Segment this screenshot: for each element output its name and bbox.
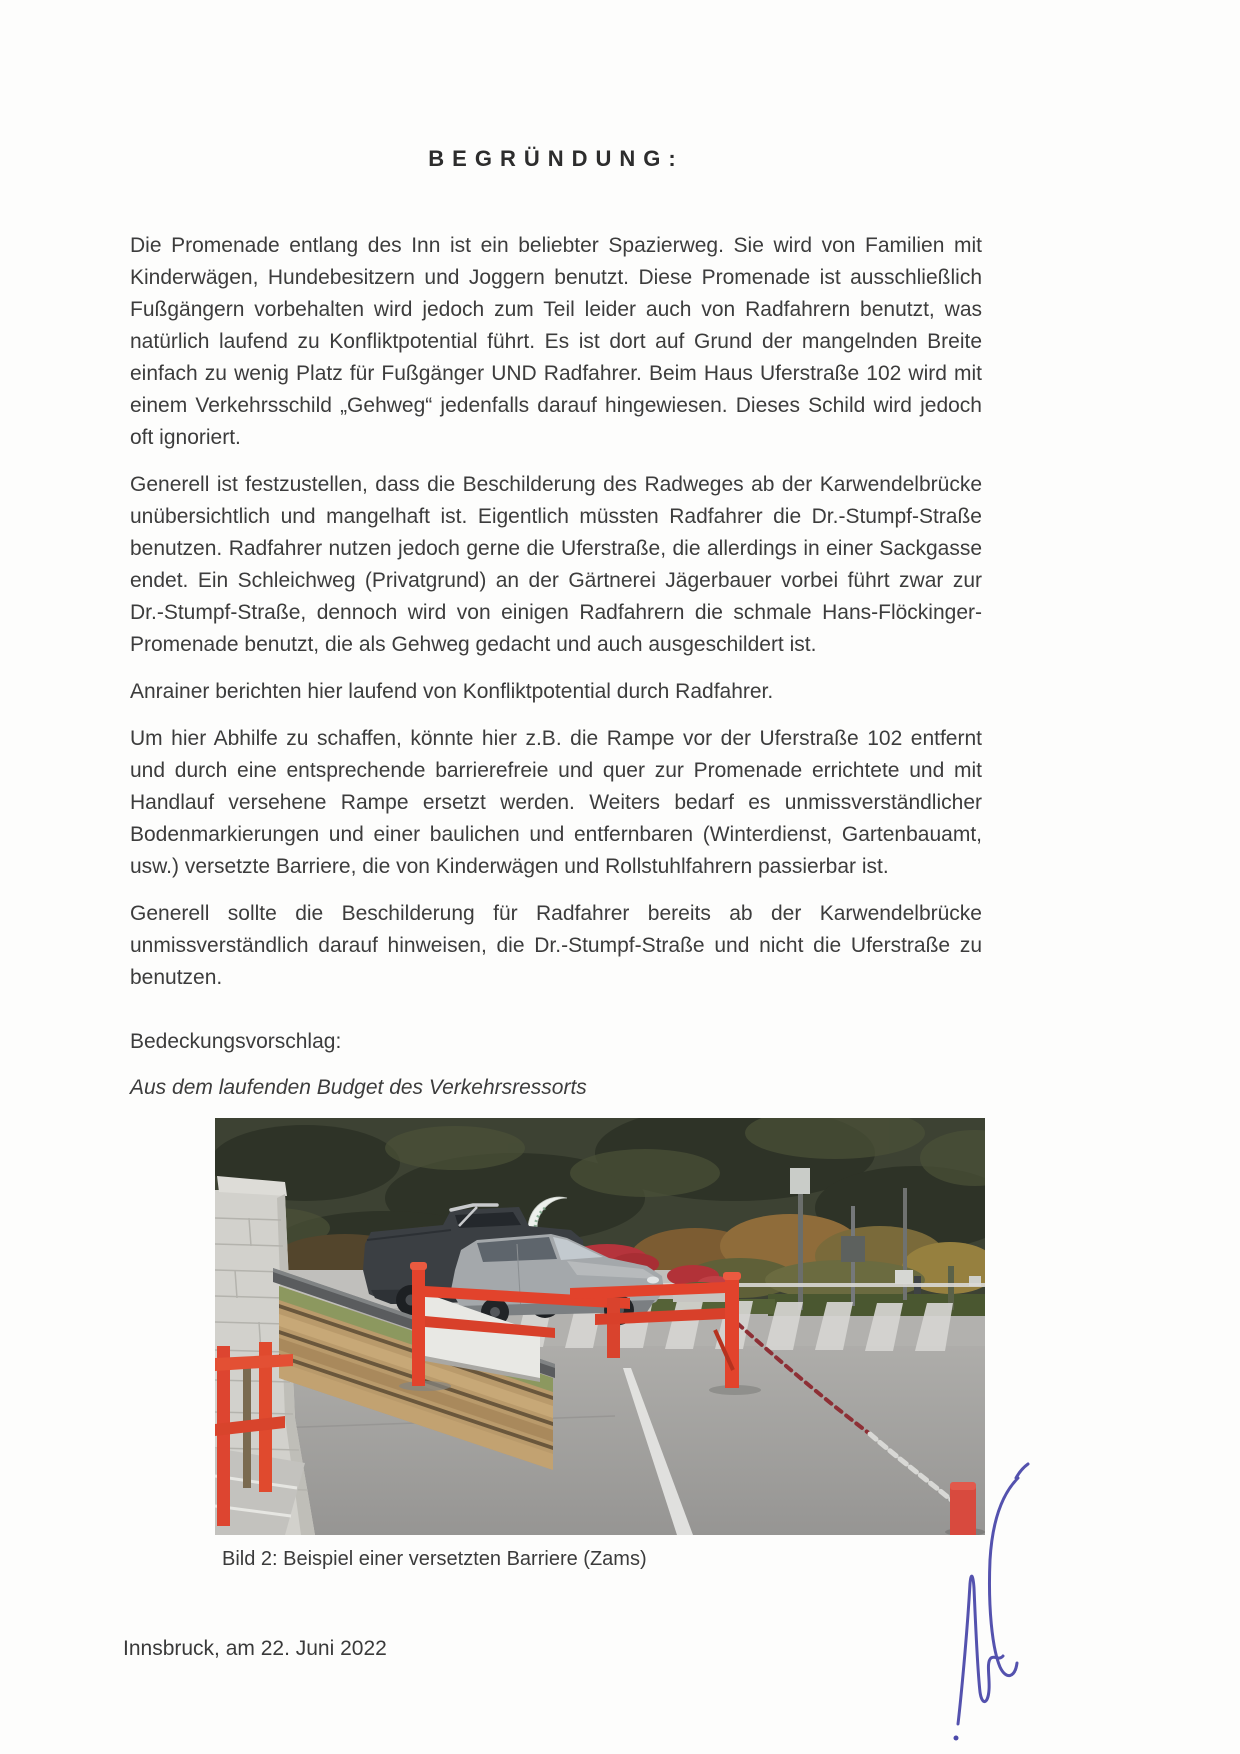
body-paragraph-3: Anrainer berichten hier laufend von Konfliktpotential durch Radfahrer.	[130, 680, 774, 703]
signature-dot	[954, 1736, 959, 1741]
body-paragraph-1: Die Promenade entlang des Inn ist ein beliebter Spazierweg. Sie wird von Familien mit Kinderwägen, Hundebesitzern und Joggern benutzt. Diese Promenade ist ausschließlich Fußgängern vorbehalten wird jedoch zum Teil leider auch von Radfahrern benutzt, was natürlich laufend zu Konfliktpotential führt. Es ist dort auf Grund der mangelnden Breite einfach zu wenig Platz für Fußgänger UND Radfahrer. Beim Haus Uferstraße 102 wird mit einem Verkehrsschild „Gehweg“ jedenfalls darauf hingewiesen. Dieses Schild wird jedoch oft ignoriert.	[130, 234, 982, 449]
signature	[930, 1448, 1050, 1748]
funding-source: Aus dem laufenden Budget des Verkehrsressorts	[130, 1076, 587, 1099]
funding-label: Bedeckungsvorschlag:	[130, 1030, 342, 1053]
signature-curve	[989, 1478, 1018, 1676]
body-paragraph-5: Generell sollte die Beschilderung für Radfahrer bereits ab der Karwendelbrücke unmissverständlich darauf hinweisen, die Dr.-Stumpf-Straße und nicht die Uferstraße zu benutzen.	[130, 902, 982, 989]
body-paragraph-4: Um hier Abhilfe zu schaffen, könnte hier z.B. die Rampe vor der Uferstraße 102 entfernt und durch eine entsprechende barrierefreie und quer zur Promenade errichtete und mit Handlauf versehene Rampe ersetzt werden. Weiters bedarf es unmissverständlicher Bodenmarkierungen und einer baulichen und entfernbaren (Winterdienst, Gartenbauamt, usw.) versetzte Barriere, die von Kinderwägen und Rollstuhlfahrern passierbar ist.	[130, 727, 982, 878]
body-paragraph-2: Generell ist festzustellen, dass die Beschilderung des Radweges ab der Karwendelbrücke unübersichtlich und mangelhaft ist. Eigentlich müssten Radfahrer die Dr.-Stumpf-Straße benutzen. Radfahrer nutzen jedoch gerne die Uferstraße, die allerdings in einer Sackgasse endet. Ein Schleichweg (Privatgrund) an der Gärtnerei Jägerbauer vorbei führt zwar zur Dr.-Stumpf-Straße, dennoch wird von einigen Radfahrern die schmale Hans-Flöckinger-Promenade benutzt, die als Gehweg gedacht und auch ausgeschildert ist.	[130, 473, 982, 656]
barrier-photo	[215, 1118, 985, 1535]
body-text	[130, 230, 982, 1009]
figure-caption: Bild 2: Beispiel einer versetzten Barriere (Zams)	[222, 1548, 647, 1570]
date-line: Innsbruck, am 22. Juni 2022	[123, 1637, 387, 1660]
page-title: BEGRÜNDUNG:	[428, 146, 684, 171]
barrier-photo-illustration	[215, 1118, 985, 1535]
signature-flick	[1016, 1464, 1028, 1478]
